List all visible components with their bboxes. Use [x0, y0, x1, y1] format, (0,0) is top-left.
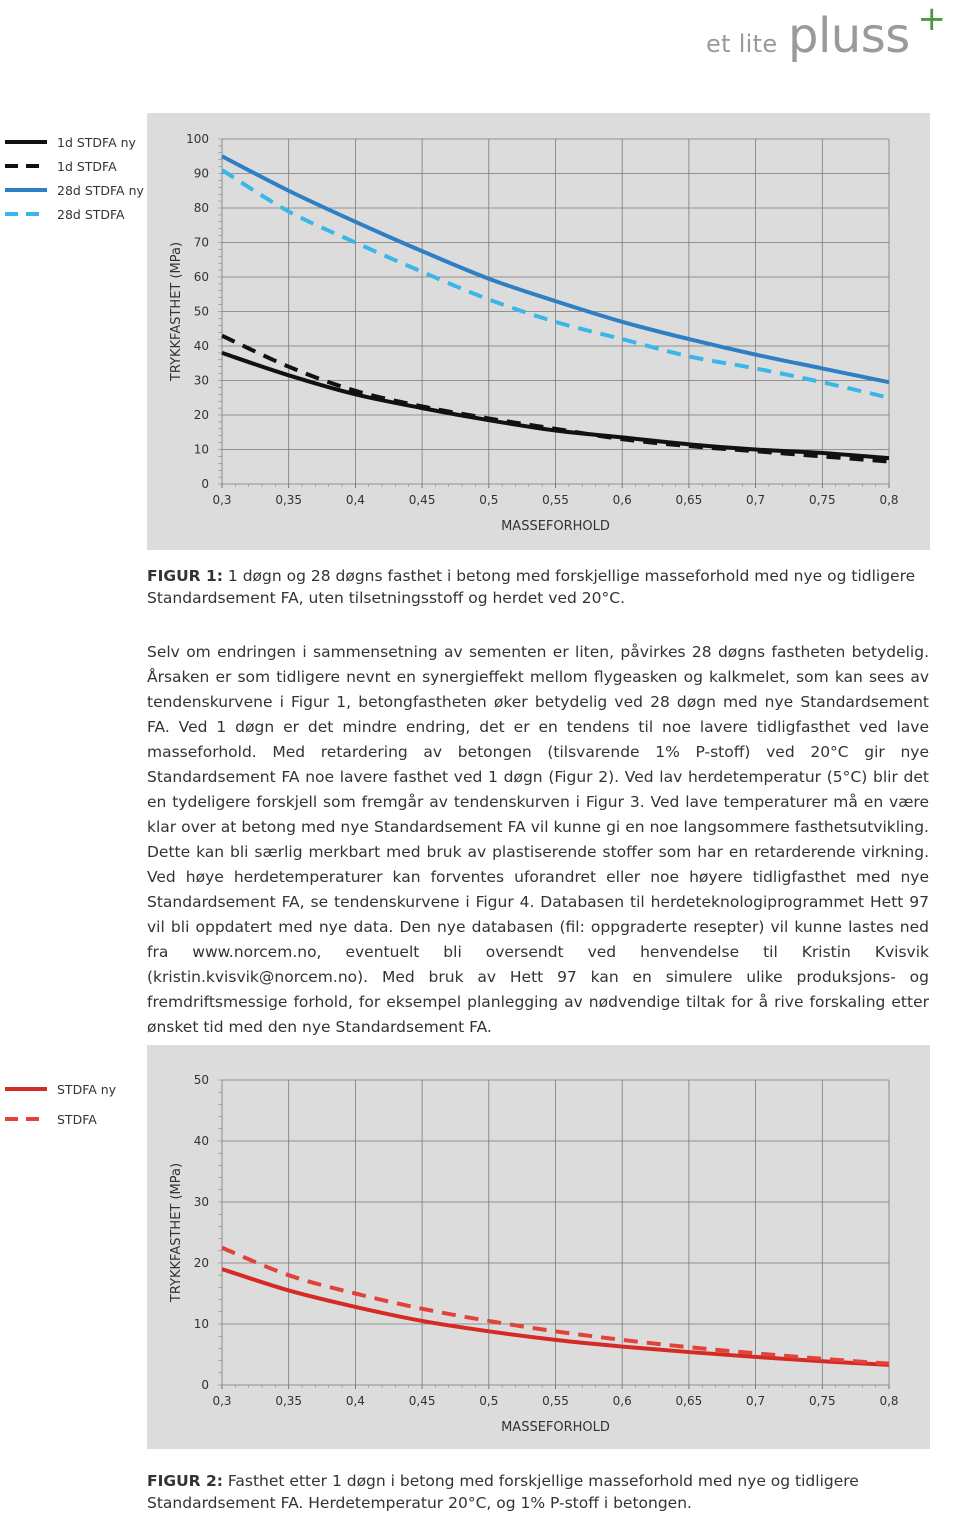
body-paragraph: Selv om endringen i sammensetning av sementen er liten, påvirkes 28 døgns fastheten betydelig. Årsaken er som tidligere nevnt en synergieffekt mellom flygeasken og kalkmelet, som kan sees av tendenskurvene i Figur 1, betongfastheten øker betydelig ved 28 døgn med nye Standardsement FA. Ved 1 døgn er det mindre endring, det er en tendens til noe lavere tidligfasthet ved lave masseforhold. Med retardering av betongen (tilsvarende 1% P-stoff) ved 20°C gir nye Standardsement FA noe lavere fasthet ved 1 døgn (Figur 2). Ved lav herdetemperatur (5°C) blir det en tydeligere forskjell som fremgår av tendenskurven i Figur 3. Ved lave temperaturer må en være klar over at betong med nye Standardsement FA vil kunne gi en noe langsommere fasthetsutvikling. Dette kan bli særlig merkbart med bruk av plastiserende stoffer som har en retarderende virkning. Ved høye herdetemperaturer kan forventes uforandret eller noe høyere tidligfasthet med nye Standardsement FA, se tendenskurvene i Figur 4. Databasen til herdeteknologiprogrammet Hett 97 vil bli oppdatert med nye data. Den nye databasen (fil: oppgraderte resepter) vil kunne lastes ned fra www.norcem.no, eventuelt bli oversendt ved henvendelse til Kristin Kvisvik (kristin.kvisvik@norcem.no). Med bruk av Hett 97 kan en simulere ulike produksjons- og fremdriftsmessige forhold, for eksempel planlegging av nødvendige tiltak for å rive forskaling etter ønsket tid med den nye Standardsement FA.: [147, 643, 929, 1036]
y-tick-label: 80: [193, 201, 209, 215]
figure-1-caption: [147, 565, 927, 609]
y-tick-label: 90: [193, 166, 209, 181]
y-tick-label: 30: [193, 1195, 209, 1209]
x-tick-label: 0,75: [808, 1394, 836, 1408]
y-tick-label: 40: [193, 339, 209, 353]
y-tick-label: 20: [193, 408, 209, 422]
x-tick-label: 0,35: [275, 493, 303, 507]
y-tick-label: 10: [193, 1317, 209, 1331]
x-tick-label: 0,7: [746, 1394, 766, 1408]
x-axis-label: MASSEFORHOLD: [501, 519, 610, 534]
plot-background: [147, 1045, 930, 1449]
x-tick-label: 0,65: [675, 493, 703, 507]
logo-plus-icon: +: [917, 0, 946, 39]
figure-1-chart: [0, 110, 960, 555]
y-tick-label: 70: [193, 235, 209, 250]
y-tick-label: 20: [193, 1256, 209, 1270]
figure-2-svg: [0, 1045, 960, 1455]
y-tick-label: 0: [201, 477, 209, 491]
figure-2-caption-label: FIGUR 2:: [147, 1472, 223, 1490]
body-text: [147, 640, 929, 1040]
x-tick-label: 0,4: [345, 1394, 365, 1408]
figure-2-caption-text: Fasthet etter 1 døgn i betong med forskjellige masseforhold med nye og tidligere Standardsement FA. Herdetemperatur 20°C, og 1% P-stoff i betongen.: [147, 1472, 859, 1512]
figure-2-caption: [147, 1470, 927, 1514]
legend-label: 28d STDFA ny: [57, 183, 144, 198]
x-tick-label: 0,6: [612, 1394, 632, 1408]
legend-label: 1d STDFA ny: [57, 135, 136, 150]
x-tick-label: 0,55: [542, 1394, 569, 1408]
brand-logo: [706, 2, 946, 72]
x-tick-label: 0,65: [675, 1394, 703, 1408]
y-tick-label: 0: [201, 1378, 209, 1392]
x-tick-label: 0,75: [808, 493, 836, 507]
legend-label: STDFA ny: [57, 1082, 117, 1097]
y-tick-label: 40: [193, 1134, 209, 1148]
x-tick-label: 0,8: [879, 493, 899, 507]
x-axis-label: MASSEFORHOLD: [501, 1420, 610, 1435]
figure-1-svg: [0, 110, 960, 555]
figure-1-caption-text: 1 døgn og 28 døgns fasthet i betong med forskjellige masseforhold med nye og tidligere Standardsement FA, uten tilsetningsstoff og herdet ved 20°C.: [147, 567, 916, 607]
y-tick-label: 50: [193, 1073, 209, 1087]
y-tick-label: 10: [193, 442, 209, 457]
logo-small-text: et lite: [706, 30, 778, 58]
x-tick-label: 0,45: [408, 1394, 436, 1408]
y-axis-label: TRYKKFASTHET (MPa): [169, 241, 184, 382]
x-tick-label: 0,7: [746, 493, 766, 507]
figure-2-chart: [0, 1045, 960, 1455]
x-tick-label: 0,45: [408, 493, 436, 507]
x-tick-label: 0,5: [479, 493, 499, 507]
y-tick-label: 50: [193, 304, 209, 319]
legend-label: 28d STDFA: [57, 207, 125, 222]
y-axis-label: TRYKKFASTHET (MPa): [169, 1162, 184, 1303]
y-tick-label: 60: [193, 270, 209, 284]
x-tick-label: 0,4: [345, 493, 365, 507]
figure-1-caption-label: FIGUR 1:: [147, 567, 223, 585]
y-tick-label: 100: [186, 132, 209, 146]
x-tick-label: 0,6: [612, 493, 632, 507]
x-tick-label: 0,5: [479, 1394, 499, 1408]
x-tick-label: 0,8: [879, 1394, 899, 1408]
x-tick-label: 0,3: [212, 493, 232, 507]
legend-label: STDFA: [57, 1112, 97, 1127]
legend-label: 1d STDFA: [57, 159, 117, 174]
x-tick-label: 0,3: [212, 1394, 232, 1408]
logo-big-text: pluss: [788, 8, 910, 64]
y-tick-label: 30: [193, 373, 209, 388]
x-tick-label: 0,35: [275, 1394, 303, 1408]
x-tick-label: 0,55: [542, 493, 569, 507]
